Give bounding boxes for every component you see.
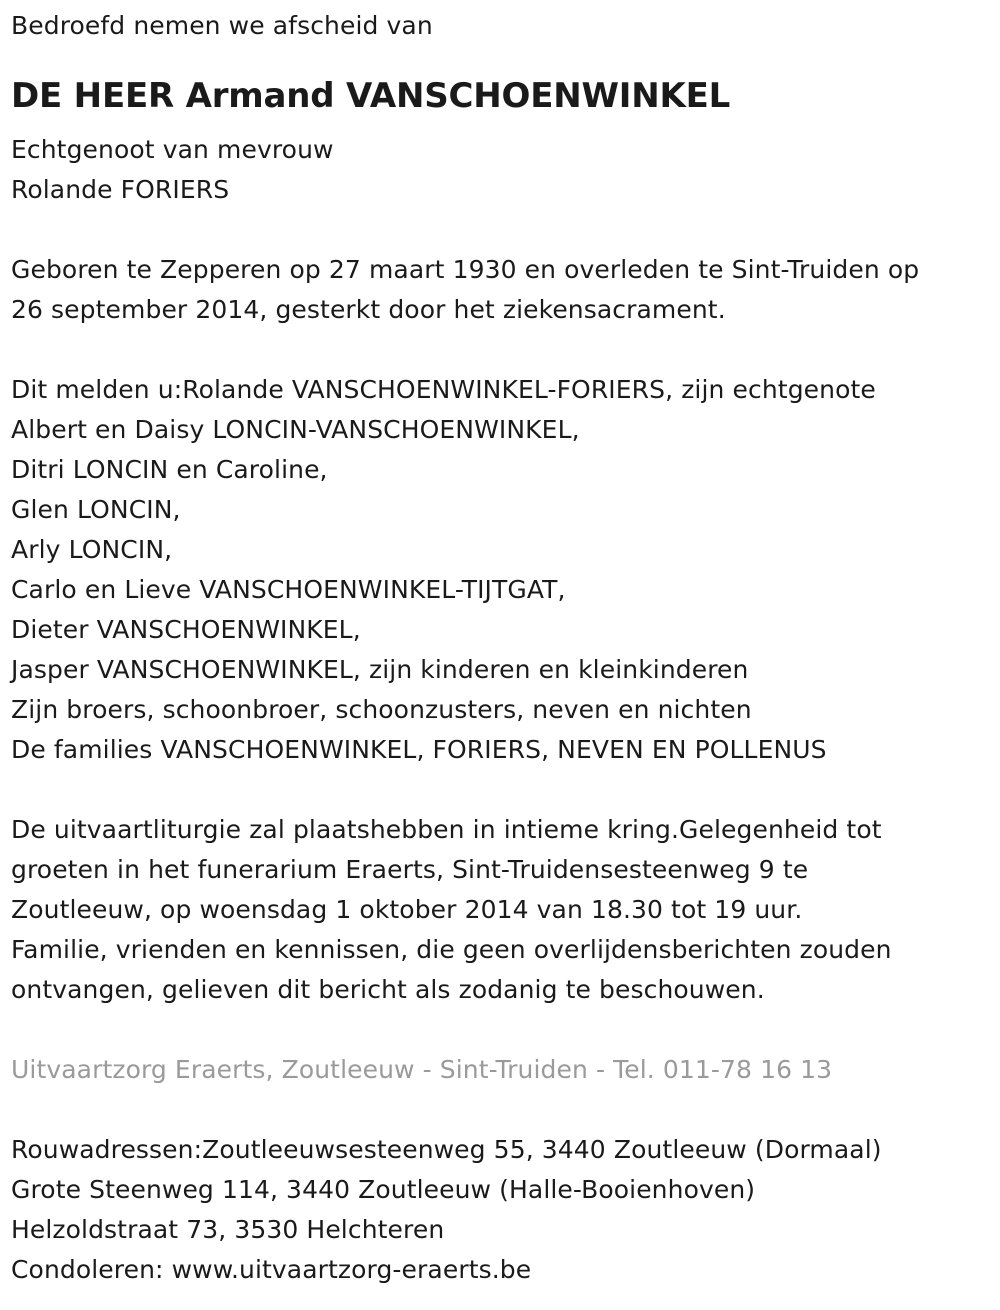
- family-line: Carlo en Lieve VANSCHOENWINKEL-TIJTGAT,: [11, 575, 566, 604]
- ceremony-line: De uitvaartliturgie zal plaatshebben in intieme kring.Gelegenheid tot: [11, 815, 882, 844]
- address-line: Helzoldstraat 73, 3530 Helchteren: [11, 1215, 445, 1244]
- ceremony-line: ontvangen, gelieven dit bericht als zodanig te beschouwen.: [11, 975, 765, 1004]
- birth-death-line: 26 september 2014, gesterkt door het ziekensacrament.: [11, 295, 726, 324]
- family-line: Jasper VANSCHOENWINKEL, zijn kinderen en kleinkinderen: [11, 655, 749, 684]
- family-line: Albert en Daisy LONCIN-VANSCHOENWINKEL,: [11, 415, 580, 444]
- ceremony-line: Zoutleeuw, op woensdag 1 oktober 2014 van 18.30 tot 19 uur.: [11, 895, 803, 924]
- address-list: [11, 1130, 1000, 1250]
- spacer: [11, 1090, 1000, 1130]
- family-line: Arly LONCIN,: [11, 535, 173, 564]
- address-line: Grote Steenweg 114, 3440 Zoutleeuw (Halle-Booienhoven): [11, 1175, 756, 1204]
- spouse-line: Echtgenoot van mevrouw: [11, 135, 334, 164]
- family-line: Dit melden u:Rolande VANSCHOENWINKEL-FORIERS, zijn echtgenote: [11, 375, 876, 404]
- family-line: Dieter VANSCHOENWINKEL,: [11, 615, 361, 644]
- family-list: [11, 370, 1000, 770]
- spacer: [11, 1010, 1000, 1050]
- deceased-name: DE HEER Armand VANSCHOENWINKEL: [11, 76, 731, 116]
- family-line: Glen LONCIN,: [11, 495, 181, 524]
- address-line: Rouwadressen:Zoutleeuwsesteenweg 55, 3440 Zoutleeuw (Dormaal): [11, 1135, 882, 1164]
- spacer: [11, 770, 1000, 810]
- ceremony-paragraph: [11, 810, 1000, 1010]
- ceremony-line: groeten in het funerarium Eraerts, Sint-Truidensesteenweg 9 te: [11, 855, 809, 884]
- funeral-home-info: Uitvaartzorg Eraerts, Zoutleeuw - Sint-Truiden - Tel. 011-78 16 13: [11, 1055, 833, 1084]
- condolences-link[interactable]: Condoleren: www.uitvaartzorg-eraerts.be: [11, 1255, 532, 1284]
- spacer: [11, 330, 1000, 370]
- birth-death-line: Geboren te Zepperen op 27 maart 1930 en overleden te Sint-Truiden op: [11, 255, 920, 284]
- spacer: [11, 210, 1000, 250]
- family-line: Zijn broers, schoonbroer, schoonzusters, neven en nichten: [11, 695, 752, 724]
- spouse-name: Rolande FORIERS: [11, 175, 230, 204]
- ceremony-line: Familie, vrienden en kennissen, die geen overlijdensberichten zouden: [11, 935, 892, 964]
- intro-text: Bedroefd nemen we afscheid van: [11, 11, 433, 40]
- family-line: De families VANSCHOENWINKEL, FORIERS, NEVEN EN POLLENUS: [11, 735, 827, 764]
- family-line: Ditri LONCIN en Caroline,: [11, 455, 328, 484]
